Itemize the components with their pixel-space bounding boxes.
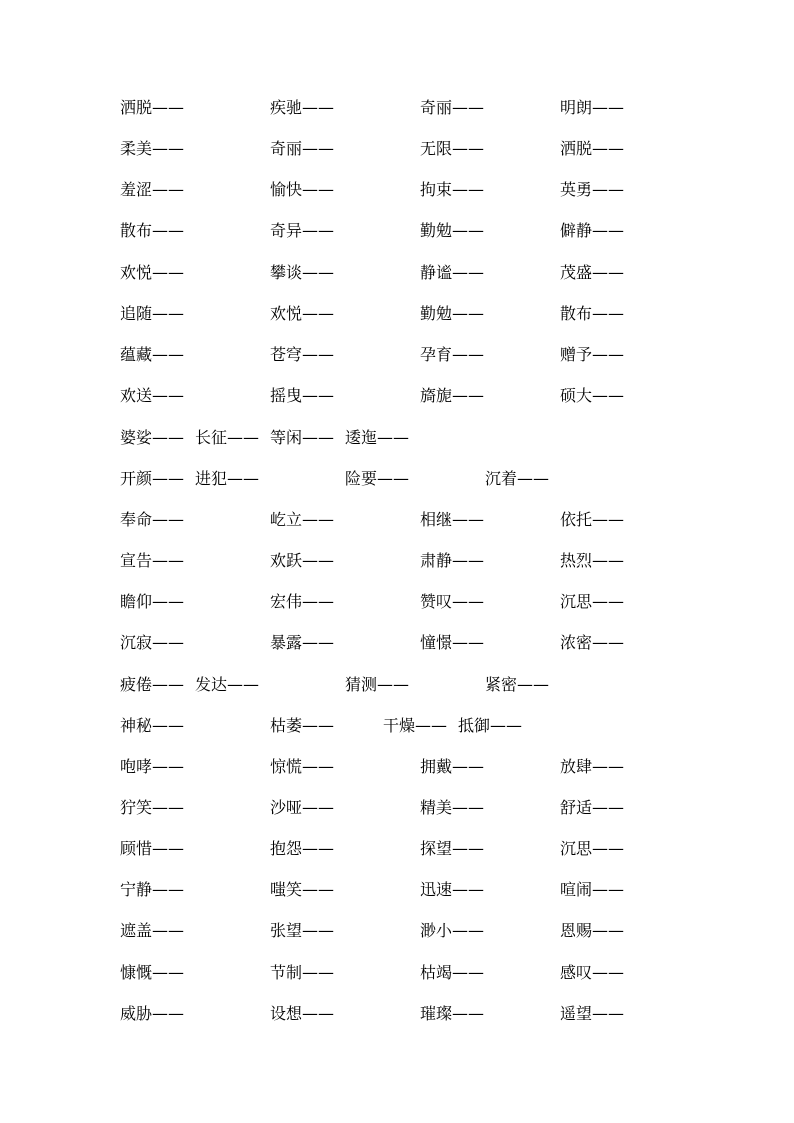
word-row: [0, 385, 794, 409]
word-item: 静谧——: [420, 263, 485, 282]
word-item: 抱怨——: [270, 839, 335, 858]
word-item: 明朗——: [560, 98, 625, 117]
word-row: [0, 591, 794, 615]
word-item: 抵御——: [458, 716, 523, 735]
word-item: 硕大——: [560, 386, 625, 405]
word-row: [0, 97, 794, 121]
word-row: [0, 1003, 794, 1027]
word-item: 放肆——: [560, 757, 625, 776]
word-row: [0, 550, 794, 574]
word-item: 拥戴——: [420, 757, 485, 776]
word-item: 欢跃——: [270, 551, 335, 570]
word-item: 紧密——: [485, 675, 550, 694]
word-row: [0, 632, 794, 656]
word-item: 舒适——: [560, 798, 625, 817]
word-item: 欢悦——: [270, 304, 335, 323]
word-item: 宣告——: [120, 551, 185, 570]
word-item: 奉命——: [120, 510, 185, 529]
word-item: 赞叹——: [420, 592, 485, 611]
word-item: 沉寂——: [120, 633, 185, 652]
word-item: 张望——: [270, 921, 335, 940]
word-item: 热烈——: [560, 551, 625, 570]
word-row: [0, 344, 794, 368]
word-item: 瞻仰——: [120, 592, 185, 611]
word-item: 璀璨——: [420, 1004, 485, 1023]
word-item: 愉快——: [270, 180, 335, 199]
word-item: 威胁——: [120, 1004, 185, 1023]
word-item: 勤勉——: [420, 304, 485, 323]
word-row: [0, 756, 794, 780]
word-item: 攀谈——: [270, 263, 335, 282]
word-item: 散布——: [120, 221, 185, 240]
word-row: [0, 962, 794, 986]
word-row: [0, 797, 794, 821]
word-item: 勤勉——: [420, 221, 485, 240]
word-item: 咆哮——: [120, 757, 185, 776]
word-row: [0, 920, 794, 944]
word-item: 遮盖——: [120, 921, 185, 940]
word-item: 迅速——: [420, 880, 485, 899]
word-item: 探望——: [420, 839, 485, 858]
word-item: 肃静——: [420, 551, 485, 570]
word-item: 精美——: [420, 798, 485, 817]
word-item: 疾驰——: [270, 98, 335, 117]
word-row: [0, 674, 794, 698]
word-item: 沉思——: [560, 592, 625, 611]
word-item: 枯萎——: [270, 716, 335, 735]
word-item: 拘束——: [420, 180, 485, 199]
word-row: [0, 715, 794, 739]
word-item: 节制——: [270, 963, 335, 982]
word-item: 无限——: [420, 139, 485, 158]
word-item: 感叹——: [560, 963, 625, 982]
word-item: 狞笑——: [120, 798, 185, 817]
word-item: 洒脱——: [120, 98, 185, 117]
word-item: 长征——: [195, 428, 260, 447]
word-row: [0, 179, 794, 203]
word-item: 等闲——: [270, 428, 335, 447]
word-item: 欢悦——: [120, 263, 185, 282]
word-item: 洒脱——: [560, 139, 625, 158]
word-item: 猜测——: [345, 675, 410, 694]
word-item: 沉着——: [485, 469, 550, 488]
word-item: 沉思——: [560, 839, 625, 858]
word-item: 遥望——: [560, 1004, 625, 1023]
word-item: 欢送——: [120, 386, 185, 405]
word-item: 茂盛——: [560, 263, 625, 282]
word-item: 赠予——: [560, 345, 625, 364]
word-row: [0, 138, 794, 162]
word-item: 憧憬——: [420, 633, 485, 652]
word-item: 渺小——: [420, 921, 485, 940]
word-row: [0, 838, 794, 862]
word-row: [0, 879, 794, 903]
word-item: 枯竭——: [420, 963, 485, 982]
word-item: 恩赐——: [560, 921, 625, 940]
word-item: 疲倦——: [120, 675, 185, 694]
word-item: 相继——: [420, 510, 485, 529]
word-item: 僻静——: [560, 221, 625, 240]
word-item: 羞涩——: [120, 180, 185, 199]
word-item: 发达——: [195, 675, 260, 694]
word-item: 屹立——: [270, 510, 335, 529]
word-row: [0, 509, 794, 533]
word-item: 险要——: [345, 469, 410, 488]
word-item: 蕴藏——: [120, 345, 185, 364]
word-item: 神秘——: [120, 716, 185, 735]
word-item: 顾惜——: [120, 839, 185, 858]
word-row: [0, 427, 794, 451]
word-item: 干燥——: [383, 716, 448, 735]
word-item: 柔美——: [120, 139, 185, 158]
word-row: [0, 303, 794, 327]
word-item: 苍穹——: [270, 345, 335, 364]
word-item: 逶迤——: [345, 428, 410, 447]
word-item: 开颜——: [120, 469, 185, 488]
word-item: 进犯——: [195, 469, 260, 488]
word-item: 依托——: [560, 510, 625, 529]
word-item: 旖旎——: [420, 386, 485, 405]
word-item: 奇异——: [270, 221, 335, 240]
word-item: 喧闹——: [560, 880, 625, 899]
word-item: 宏伟——: [270, 592, 335, 611]
word-item: 追随——: [120, 304, 185, 323]
word-item: 散布——: [560, 304, 625, 323]
word-item: 奇丽——: [270, 139, 335, 158]
word-item: 宁静——: [120, 880, 185, 899]
word-item: 摇曳——: [270, 386, 335, 405]
word-item: 设想——: [270, 1004, 335, 1023]
word-row: [0, 262, 794, 286]
word-row: [0, 220, 794, 244]
word-row: [0, 468, 794, 492]
word-item: 奇丽——: [420, 98, 485, 117]
word-item: 嗤笑——: [270, 880, 335, 899]
word-item: 孕育——: [420, 345, 485, 364]
word-item: 浓密——: [560, 633, 625, 652]
word-item: 惊慌——: [270, 757, 335, 776]
word-item: 暴露——: [270, 633, 335, 652]
word-item: 慷慨——: [120, 963, 185, 982]
word-item: 婆娑——: [120, 428, 185, 447]
word-item: 英勇——: [560, 180, 625, 199]
word-item: 沙哑——: [270, 798, 335, 817]
